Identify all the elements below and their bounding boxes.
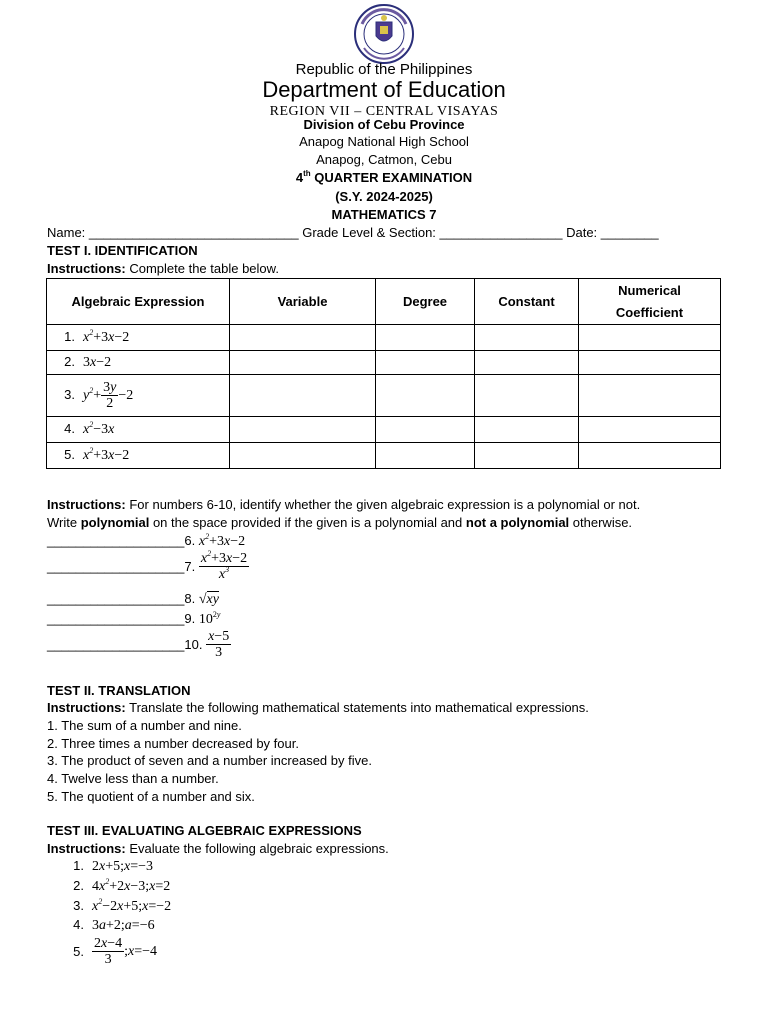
constant-cell[interactable] xyxy=(475,417,579,443)
answer-blank[interactable]: ___________________ xyxy=(47,611,185,626)
degree-cell[interactable] xyxy=(376,417,475,443)
coefficient-cell[interactable] xyxy=(579,375,721,417)
test1-title: TEST I. IDENTIFICATION xyxy=(47,243,198,258)
header-degree: Degree xyxy=(376,279,475,325)
table-row xyxy=(47,351,721,375)
list-item: 5. The quotient of a number and six. xyxy=(47,789,255,804)
variable-cell[interactable] xyxy=(230,375,376,417)
header-algebraic-expression: Algebraic Expression xyxy=(47,279,230,325)
expression-cell: 4. $x^2-3x$ xyxy=(47,417,230,443)
identification-table xyxy=(46,278,721,469)
table-row xyxy=(47,443,721,469)
test2-title: TEST II. TRANSLATION xyxy=(47,683,191,698)
polynomial-item-7: ___________________7. $\frac{x^2+3x-2}{x^3}$ xyxy=(47,549,248,582)
expression-cell: 5. $x^2+3x-2$ xyxy=(47,443,230,469)
table-row xyxy=(47,417,721,443)
degree-cell[interactable] xyxy=(376,375,475,417)
test3-title: TEST III. EVALUATING ALGEBRAIC EXPRESSIONS xyxy=(47,823,362,838)
date-label: Date: xyxy=(566,225,598,240)
variable-cell[interactable] xyxy=(230,351,376,375)
region-text: REGION VII – CENTRAL VISAYAS xyxy=(269,104,499,119)
expression-cell: 2. 3x−2 xyxy=(47,351,230,375)
polynomial-item-8: ___________________8. √xy xyxy=(47,591,219,607)
test3-instructions: Instructions: Evaluate the following algebraic expressions. xyxy=(47,841,389,856)
constant-cell[interactable] xyxy=(475,325,579,351)
evaluate-item-4: 4. 3a+2;a=−6 xyxy=(73,917,155,933)
degree-cell[interactable] xyxy=(376,351,475,375)
evaluate-item-1: 1. 2x+5;x=−3 xyxy=(73,858,154,874)
degree-cell[interactable] xyxy=(376,443,475,469)
school-address: Anapog, Catmon, Cebu xyxy=(316,152,452,167)
deped-seal-icon xyxy=(348,4,420,64)
table-row xyxy=(47,325,721,351)
expression-cell: 3. $y^2+$ $\frac{3y}{2}$ −2 xyxy=(47,375,230,417)
date-field[interactable]: ________ xyxy=(600,225,659,240)
coefficient-cell[interactable] xyxy=(579,351,721,375)
polynomial-item-9: ___________________9. $10^{2y}$ xyxy=(47,610,221,627)
student-info-line xyxy=(47,225,659,240)
variable-cell[interactable] xyxy=(230,417,376,443)
name-field[interactable]: _____________________________ xyxy=(88,225,299,240)
variable-cell[interactable] xyxy=(230,325,376,351)
list-item: 4. Twelve less than a number. xyxy=(47,771,219,786)
constant-cell[interactable] xyxy=(475,443,579,469)
grade-field[interactable]: _________________ xyxy=(439,225,563,240)
coefficient-cell[interactable] xyxy=(579,325,721,351)
expression-cell: 1. $x^2+3x-2$ xyxy=(47,325,230,351)
answer-blank[interactable]: ___________________ xyxy=(47,591,185,606)
test1-instructions: Instructions: Complete the table below. xyxy=(47,261,279,276)
test1-part2-instructions-line2: Write polynomial on the space provided if the given is a polynomial and not a polynomial otherwise. xyxy=(47,515,633,530)
subject-title: MATHEMATICS 7 xyxy=(331,207,437,222)
answer-blank[interactable]: ___________________ xyxy=(47,636,185,652)
variable-cell[interactable] xyxy=(230,443,376,469)
evaluate-item-5: 5. $\frac{2x-4}{3}$ ;x=−4 xyxy=(73,936,158,967)
list-item: 1. The sum of a number and nine. xyxy=(47,718,242,733)
answer-blank[interactable]: ___________________ xyxy=(47,533,185,548)
answer-blank[interactable]: ___________________ xyxy=(47,558,185,574)
school-name: Anapog National High School xyxy=(299,134,469,149)
header-constant: Constant xyxy=(475,279,579,325)
table-row xyxy=(47,375,721,417)
polynomial-item-6: ___________________6. $x^2+3x-2$ xyxy=(47,532,246,549)
test1-part2-instructions: Instructions: For numbers 6-10, identify whether the given algebraic expression is a polynomial or not. xyxy=(47,497,641,512)
school-year: (S.Y. 2024-2025) xyxy=(335,189,433,204)
list-item: 3. The product of seven and a number increased by five. xyxy=(47,753,372,768)
evaluate-item-2: 2. $4x^2+2x-3;x=2$ xyxy=(73,877,171,894)
header-numerical-coefficient: Numerical Coefficient xyxy=(579,279,721,325)
republic-text: Republic of the Philippines xyxy=(295,61,473,78)
grade-label: Grade Level & Section: xyxy=(302,225,436,240)
constant-cell[interactable] xyxy=(475,351,579,375)
coefficient-cell[interactable] xyxy=(579,443,721,469)
coefficient-cell[interactable] xyxy=(579,417,721,443)
constant-cell[interactable] xyxy=(475,375,579,417)
evaluate-item-3: 3. $x^2-2x+5;x=-2$ xyxy=(73,897,172,914)
division-text: Division of Cebu Province xyxy=(303,117,465,132)
test2-instructions: Instructions: Translate the following mathematical statements into mathematical expressions. xyxy=(47,700,589,715)
degree-cell[interactable] xyxy=(376,325,475,351)
name-label: Name: xyxy=(47,225,86,240)
department-title: Department of Education xyxy=(262,77,506,102)
exam-title: 4th QUARTER EXAMINATION xyxy=(295,169,473,185)
polynomial-item-10: ___________________10. $\frac{x-5}{3}$ xyxy=(47,629,230,660)
list-item: 2. Three times a number decreased by four. xyxy=(47,736,299,751)
header-variable: Variable xyxy=(230,279,376,325)
